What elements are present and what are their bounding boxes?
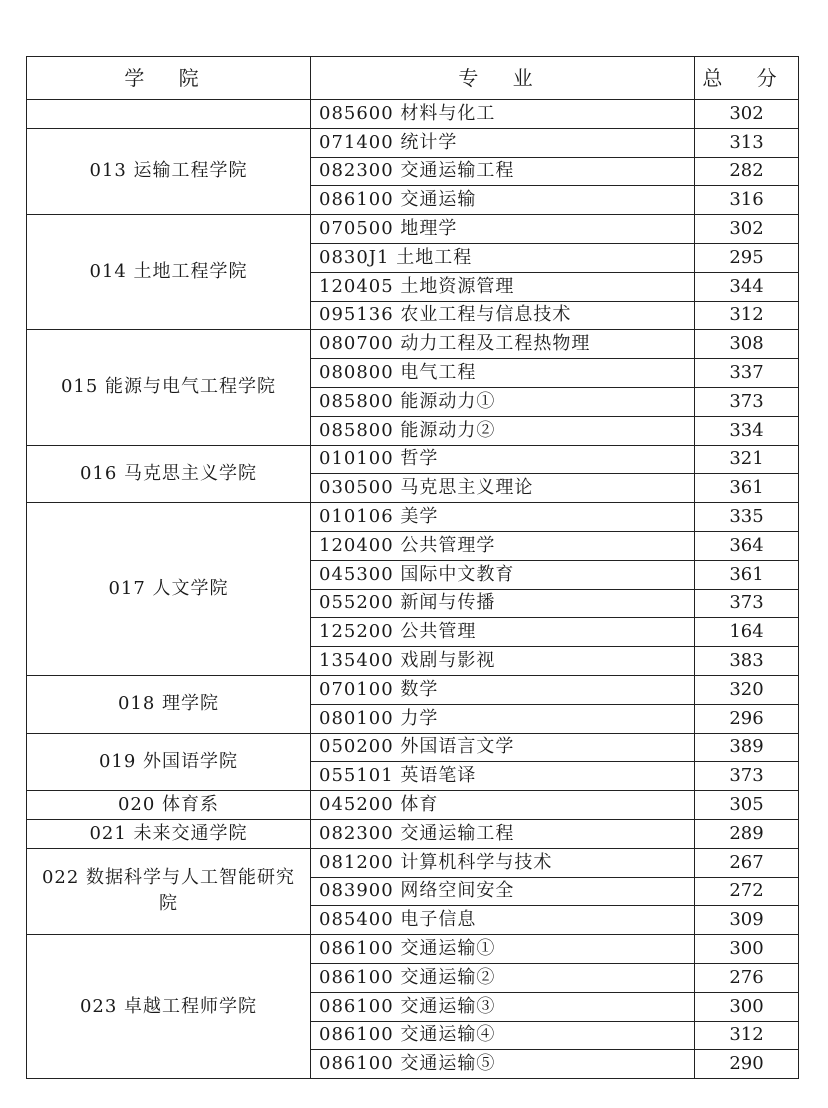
score-cell: 300 [695, 935, 799, 964]
college-cell: 021 未来交通学院 [27, 819, 311, 848]
major-cell: 135400 戏剧与影视 [311, 647, 695, 676]
major-cell: 010100 哲学 [311, 445, 695, 474]
table-row [27, 330, 799, 359]
header-major: 专 业 [311, 57, 695, 100]
major-cell: 082300 交通运输工程 [311, 819, 695, 848]
score-cell: 276 [695, 963, 799, 992]
college-cell [27, 100, 311, 129]
major-cell: 086100 交通运输④ [311, 1021, 695, 1050]
score-cell: 373 [695, 589, 799, 618]
table-row [27, 503, 799, 532]
score-cell: 337 [695, 359, 799, 388]
college-cell: 017 人文学院 [27, 503, 311, 676]
major-cell: 125200 公共管理 [311, 618, 695, 647]
score-cell: 164 [695, 618, 799, 647]
major-cell: 120400 公共管理学 [311, 531, 695, 560]
score-cell: 302 [695, 215, 799, 244]
college-cell: 023 卓越工程师学院 [27, 935, 311, 1079]
score-cell: 335 [695, 503, 799, 532]
table-row [27, 215, 799, 244]
major-cell: 030500 马克思主义理论 [311, 474, 695, 503]
score-cell: 313 [695, 128, 799, 157]
header-college: 学 院 [27, 57, 311, 100]
college-cell: 015 能源与电气工程学院 [27, 330, 311, 445]
major-cell: 086100 交通运输③ [311, 992, 695, 1021]
score-cell: 295 [695, 243, 799, 272]
college-cell: 022 数据科学与人工智能研究院 [27, 848, 311, 934]
score-cell: 272 [695, 877, 799, 906]
major-cell: 086100 交通运输 [311, 186, 695, 215]
score-cell: 373 [695, 387, 799, 416]
major-cell: 045300 国际中文教育 [311, 560, 695, 589]
header-score: 总 分 [695, 57, 799, 100]
score-cell: 296 [695, 704, 799, 733]
table-header-row [27, 57, 799, 100]
score-table [26, 56, 799, 1079]
major-cell: 086100 交通运输⑤ [311, 1050, 695, 1079]
major-cell: 086100 交通运输① [311, 935, 695, 964]
table-row [27, 935, 799, 964]
score-cell: 312 [695, 1021, 799, 1050]
major-cell: 083900 网络空间安全 [311, 877, 695, 906]
table-row [27, 848, 799, 877]
score-cell: 364 [695, 531, 799, 560]
major-cell: 085800 能源动力① [311, 387, 695, 416]
major-cell: 095136 农业工程与信息技术 [311, 301, 695, 330]
major-cell: 050200 外国语言文学 [311, 733, 695, 762]
score-cell: 290 [695, 1050, 799, 1079]
major-cell: 082300 交通运输工程 [311, 157, 695, 186]
table-row [27, 791, 799, 820]
major-cell: 085600 材料与化工 [311, 100, 695, 129]
major-cell: 0830J1 土地工程 [311, 243, 695, 272]
score-cell: 312 [695, 301, 799, 330]
score-cell: 282 [695, 157, 799, 186]
major-cell: 080100 力学 [311, 704, 695, 733]
table-row [27, 445, 799, 474]
major-cell: 085400 电子信息 [311, 906, 695, 935]
score-cell: 289 [695, 819, 799, 848]
score-cell: 373 [695, 762, 799, 791]
college-cell: 013 运输工程学院 [27, 128, 311, 214]
score-cell: 321 [695, 445, 799, 474]
major-cell: 081200 计算机科学与技术 [311, 848, 695, 877]
table-row [27, 100, 799, 129]
major-cell: 010106 美学 [311, 503, 695, 532]
score-cell: 309 [695, 906, 799, 935]
major-cell: 055101 英语笔译 [311, 762, 695, 791]
score-cell: 305 [695, 791, 799, 820]
score-cell: 383 [695, 647, 799, 676]
score-cell: 316 [695, 186, 799, 215]
major-cell: 070100 数学 [311, 675, 695, 704]
college-cell: 016 马克思主义学院 [27, 445, 311, 503]
score-cell: 302 [695, 100, 799, 129]
score-cell: 267 [695, 848, 799, 877]
score-cell: 361 [695, 560, 799, 589]
college-cell: 018 理学院 [27, 675, 311, 733]
table-row [27, 733, 799, 762]
table-row [27, 819, 799, 848]
score-cell: 389 [695, 733, 799, 762]
score-cell: 361 [695, 474, 799, 503]
major-cell: 055200 新闻与传播 [311, 589, 695, 618]
major-cell: 080700 动力工程及工程热物理 [311, 330, 695, 359]
score-cell: 300 [695, 992, 799, 1021]
major-cell: 070500 地理学 [311, 215, 695, 244]
major-cell: 085800 能源动力② [311, 416, 695, 445]
college-cell: 014 土地工程学院 [27, 215, 311, 330]
score-cell: 344 [695, 272, 799, 301]
college-cell: 020 体育系 [27, 791, 311, 820]
table-row [27, 128, 799, 157]
table-row [27, 675, 799, 704]
table-body [27, 100, 799, 1079]
college-cell: 019 外国语学院 [27, 733, 311, 791]
major-cell: 045200 体育 [311, 791, 695, 820]
score-cell: 320 [695, 675, 799, 704]
score-cell: 308 [695, 330, 799, 359]
major-cell: 071400 统计学 [311, 128, 695, 157]
major-cell: 086100 交通运输② [311, 963, 695, 992]
score-cell: 334 [695, 416, 799, 445]
major-cell: 080800 电气工程 [311, 359, 695, 388]
score-table-container [26, 56, 799, 1079]
major-cell: 120405 土地资源管理 [311, 272, 695, 301]
